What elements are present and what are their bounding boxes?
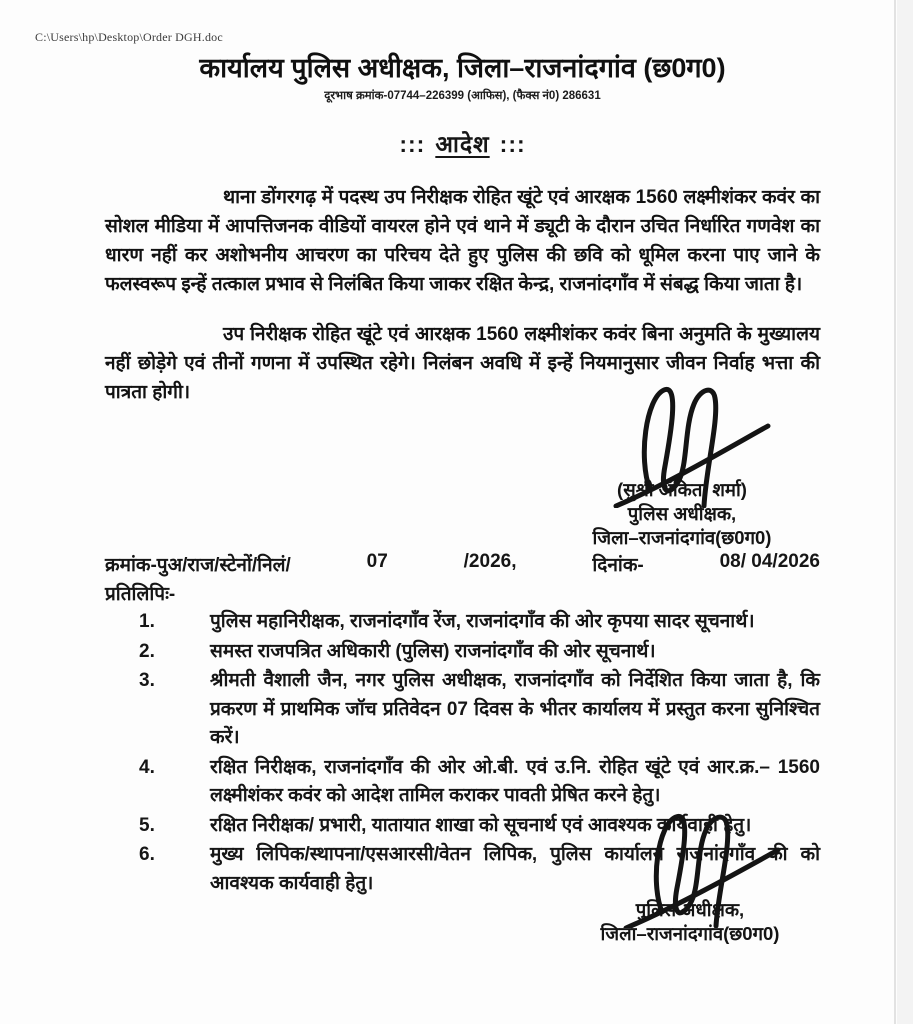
list-item-number: 5. bbox=[139, 814, 155, 836]
paragraph-suspension: थाना डोंगरगढ़ में पदस्थ उप निरीक्षक रोहित खूंटे एवं आरक्षक 1560 लक्ष्मीशंकर कवंर का सोशल मीडिया में आपत्तिजनक वीडियों वायरल होने एवं थाने में ड्यूटी के दौरान उचित निर्धारित गणवेश का धारण नहीं कर अशोभनीय आचरण का परिचय देते हुए पुलिस की छवि को धूमिल करना पाए जाने के फलस्वरूप इन्हें तत्काल प्रभाव से निलंबित किया जाकर रक्षित केन्द्र, राजनांदगाँव में संबद्ध किया जाता है। bbox=[105, 187, 820, 295]
signatory-district: जिला–राजनांदगांव(छ0ग0) bbox=[600, 923, 780, 944]
list-item-text: पुलिस महानिरीक्षक, राजनांदगाँव रेंज, राजनांदगाँव की ओर कृपया सादर सूचनार्थ। bbox=[210, 611, 755, 632]
list-item bbox=[139, 608, 820, 637]
list-item-text: रक्षित निरीक्षक/ प्रभारी, यातायात शाखा को सूचनार्थ एवं आवश्यक कार्यवाही हेतु। bbox=[210, 814, 752, 836]
list-item-text: मुख्य लिपिक/स्थापना/एसआरसी/वेतन लिपिक, पुलिस कार्यालय राजनांदगाँव की को आवश्यक कार्यवाही हेतु। bbox=[210, 844, 820, 894]
list-item-text: समस्त राजपत्रित अधिकारी (पुलिस) राजनांदगाँव की ओर सूचनार्थ। bbox=[210, 640, 656, 662]
list-item-number: 6. bbox=[139, 844, 155, 865]
signatory-district: जिला–राजनांदगांव(छ0ग0) bbox=[592, 527, 772, 548]
scan-edge-line bbox=[894, 0, 896, 1024]
list-item-number: 2. bbox=[139, 640, 155, 662]
list-item-text: श्रीमती वैशाली जैन, नगर पुलिस अधीक्षक, राजनांदगाँव को निर्देशित किया जाता है, कि प्रकरण में प्राथमिक जॉच प्रतिवेदन 07 दिवस के भीतर कार्यालय में प्रस्तुत करना सुनिश्चित करें। bbox=[210, 670, 820, 748]
order-suffix: ::: bbox=[499, 131, 526, 157]
contact-line: दूरभाष क्रमांक-07744–226399 (आफिस), (फैक्स नं0) 286631 bbox=[324, 90, 601, 102]
order-heading bbox=[105, 127, 820, 159]
office-title: कार्यालय पुलिस अधीक्षक, जिला–राजनांदगांव (छ0ग0) bbox=[199, 53, 726, 83]
document-content bbox=[105, 0, 820, 1024]
reference-number-value: 07 bbox=[366, 551, 388, 572]
list-item bbox=[139, 667, 820, 753]
order-title: आदेश bbox=[435, 131, 490, 157]
signature-block-1 bbox=[532, 380, 832, 550]
list-item-number: 4. bbox=[139, 756, 155, 778]
reference-year: /2026, bbox=[463, 551, 517, 572]
reference-number-label: क्रमांक-पुअ/राज/स्टेनों/निलं/ bbox=[105, 555, 291, 576]
order-prefix: ::: bbox=[399, 131, 426, 157]
list-item bbox=[139, 638, 820, 667]
signatory-designation: पुलिस अधीक्षक, bbox=[627, 503, 737, 524]
paragraph-conditions: उप निरीक्षक रोहित खूंटे एवं आरक्षक 1560 लक्ष्मीशंकर कवंर बिना अनुमति के मुख्यालय नहीं छोड़ेगे एवं तीनों गणना में उपस्थित रहेगे। निलंबन अवधि में इन्हें नियमानुसार जीवन निर्वाह भत्ता की पात्रता होगी। bbox=[105, 324, 820, 403]
scan-edge-shade bbox=[897, 0, 913, 1024]
list-item bbox=[139, 754, 820, 811]
signature-block-2 bbox=[540, 808, 840, 946]
copies-heading: प्रतिलिपिः- bbox=[105, 584, 176, 605]
list-item-text: रक्षित निरीक्षक, राजनांदगाँव की ओर ओ.बी. एवं उ.नि. रोहित खूंटे एवं आर.क्र.– 1560 लक्ष्मीशंकर कवंर को आदेश तामिल कराकर पावती प्रेषित करने हेतु। bbox=[210, 756, 820, 806]
signatory-designation: पुलिस अधीक्षक, bbox=[635, 899, 745, 920]
file-path: C:\Users\hp\Desktop\Order DGH.doc bbox=[35, 30, 223, 44]
signatory-name: (सुश्री अंकिता शर्मा) bbox=[617, 479, 747, 500]
list-item-number: 3. bbox=[139, 670, 155, 691]
list-item-number: 1. bbox=[139, 611, 155, 632]
reference-date-value: 08/ 04/2026 bbox=[719, 551, 820, 572]
reference-line bbox=[105, 551, 820, 577]
reference-date-label: दिनांक- bbox=[592, 555, 644, 576]
